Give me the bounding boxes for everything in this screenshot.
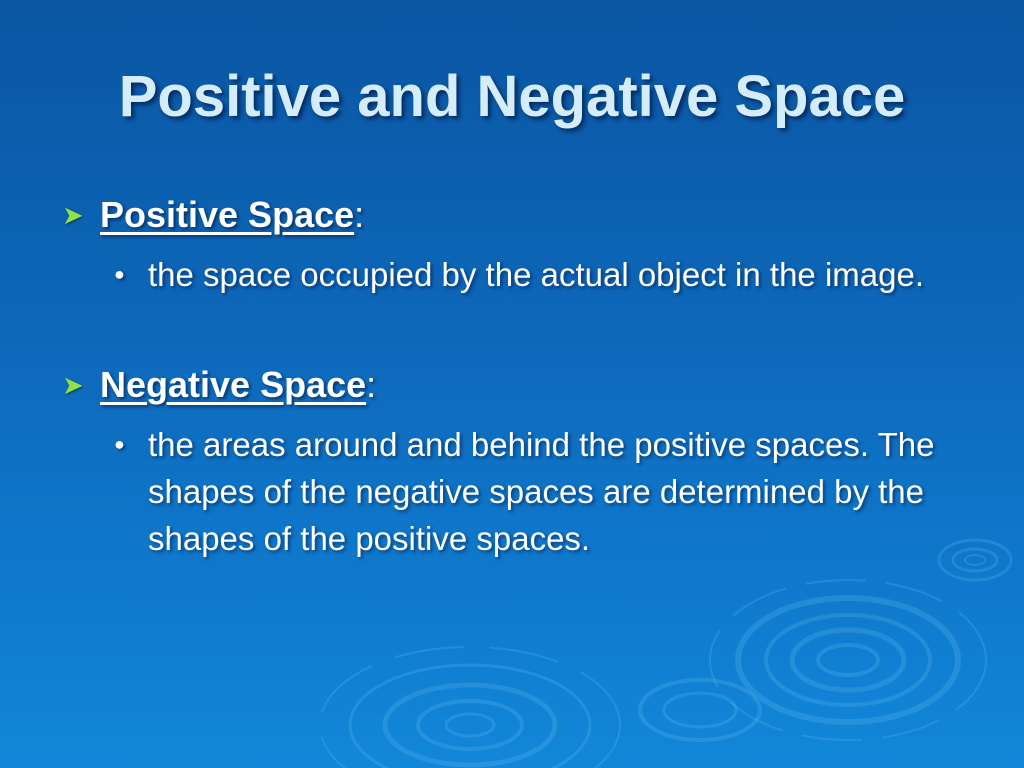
colon: : — [354, 194, 365, 235]
colon: : — [366, 364, 377, 405]
term-negative-space: Negative Space — [100, 364, 367, 405]
bullet-negative-space — [112, 421, 972, 562]
term-positive-space: Positive Space — [100, 194, 355, 235]
dot-bullet-icon: ● — [114, 264, 125, 284]
bullet-text: the space occupied by the actual object in the image. — [148, 256, 924, 293]
bullet-text: the areas around and behind the positive spaces. The shapes of the negative spaces are determined by the shapes of the positive spaces. — [148, 426, 935, 557]
dot-bullet-icon: ● — [114, 434, 125, 454]
heading-positive-space — [62, 190, 364, 240]
bullet-positive-space — [112, 251, 972, 298]
slide-title: Positive and Negative Space — [118, 64, 906, 129]
arrow-bullet-icon: ➤ — [62, 199, 84, 230]
heading-negative-space — [62, 360, 376, 410]
arrow-bullet-icon: ➤ — [62, 369, 84, 400]
